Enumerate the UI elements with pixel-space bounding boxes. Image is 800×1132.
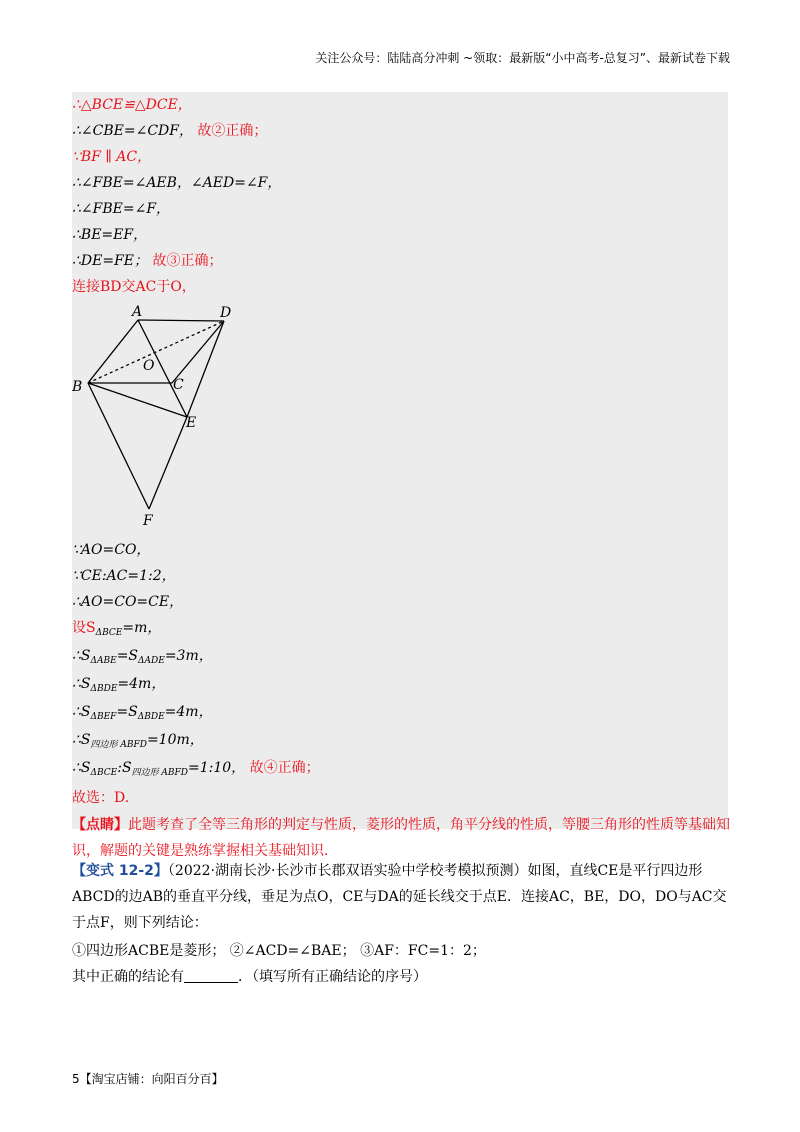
solution-line-11: ∴AO=CO=CE，	[72, 594, 184, 610]
solution-line-7-text: ∴DE=FE；	[72, 253, 149, 269]
label-b: B	[72, 379, 83, 395]
solution-line-15	[72, 702, 213, 727]
solution-line-10: ∵CE:AC=1:2，	[72, 568, 176, 584]
label-d: D	[220, 305, 232, 321]
label-f: F	[143, 513, 153, 529]
area-subscript-2: 四边形 ABFD	[131, 768, 188, 778]
area-value: =10m，	[146, 732, 204, 748]
page-header: 关注公众号：陆陆高分冲刺 ~领取：最新版“小中高考-总复习”、最新试卷下载	[315, 51, 730, 65]
area-subscript: ΔBCE	[90, 768, 118, 778]
area-value: =4m，	[164, 704, 213, 720]
geometry-figure	[72, 300, 252, 532]
area-ratio: :S	[117, 760, 132, 776]
label-o: O	[143, 358, 155, 374]
variant-question	[72, 964, 730, 990]
area-subscript-2: ΔADE	[138, 656, 165, 666]
comment-tag: 【点睛】	[72, 817, 128, 833]
area-prefix: 设S	[72, 620, 96, 636]
page-footer: 5【淘宝店铺：向阳百分百】	[72, 1072, 224, 1086]
label-c: C	[173, 377, 184, 393]
solution-line-4: ∴∠FBE=∠AEB，∠AED=∠F，	[72, 175, 282, 191]
area-subscript: ΔBCE	[95, 628, 123, 638]
solution-line-3: ∵BF ∥ AC，	[72, 149, 152, 165]
area-equals: =S	[116, 648, 139, 664]
area-subscript: ΔBEF	[90, 712, 117, 722]
variant-tag: 【变式 12-2】	[72, 863, 168, 879]
variant-problem	[72, 858, 730, 936]
edge-ab	[88, 320, 138, 383]
area-value: =4m，	[117, 676, 166, 692]
edge-bf	[88, 383, 149, 509]
question-suffix: ．（填写所有正确结论的序号）	[238, 969, 427, 985]
label-e: E	[186, 415, 197, 431]
edge-dc	[172, 321, 224, 383]
answer-line: 故选：D.	[72, 790, 130, 806]
solution-line-14	[72, 674, 165, 699]
solution-line-2-note: 故②正确；	[197, 123, 268, 139]
solution-line-2-text: ∴∠CBE=∠CDF，	[72, 123, 193, 139]
area-subscript: 四边形 ABFD	[90, 740, 147, 750]
solution-line-9: ∵AO=CO，	[72, 542, 151, 558]
solution-line-7	[72, 251, 222, 271]
variant-options: ①四边形ACBE是菱形； ②∠ACD=∠BAE； ③AF：FC=1：2；	[72, 943, 486, 959]
solution-line-16	[72, 730, 204, 755]
solution-line-17	[72, 758, 320, 783]
label-a: A	[132, 304, 143, 320]
question-prefix: 其中正确的结论有	[72, 969, 184, 985]
area-subscript-2: ΔBDE	[137, 712, 165, 722]
area-value: =3m，	[164, 648, 213, 664]
solution-line-5: ∴∠FBE=∠F，	[72, 201, 171, 217]
comment-text: 此题考查了全等三角形的判定与性质，菱形的性质，角平分线的性质，等腰三角形的性质等基础知识，解题的关键是熟练掌握相关基础知识.	[72, 817, 730, 859]
area-prefix: ∴S	[72, 760, 91, 776]
area-prefix: ∴S	[72, 676, 91, 692]
area-value: =1:10，	[188, 760, 246, 776]
comment-block	[72, 812, 730, 864]
answer-blank[interactable]	[184, 968, 238, 983]
solution-line-13	[72, 646, 213, 671]
area-subscript: ΔBDE	[90, 684, 118, 694]
area-prefix: ∴S	[72, 732, 91, 748]
solution-line-17-note: 故④正确；	[249, 760, 320, 776]
edge-ad	[138, 320, 224, 321]
area-value: =m，	[122, 620, 162, 636]
area-prefix: ∴S	[72, 648, 91, 664]
solution-line-8: 连接BD交AC于O，	[72, 279, 196, 295]
solution-line-12	[72, 618, 161, 643]
edge-ef	[149, 417, 187, 509]
variant-text: （2022·湖南长沙·长沙市长郡双语实验中学校考模拟预测）如图，直线CE是平行四边形ABCD的边AB的垂直平分线，垂足为点O，CE与DA的延长线交于点E．连接AC，BE，DO，DO与AC交于点F，则下列结论：	[72, 863, 727, 931]
area-equals: =S	[116, 704, 138, 720]
area-subscript: ΔABE	[90, 656, 117, 666]
area-prefix: ∴S	[72, 704, 91, 720]
solution-line-1: ∴△BCE≌△DCE，	[72, 97, 192, 113]
solution-line-2	[72, 121, 267, 141]
solution-line-7-note: 故③正确；	[152, 253, 223, 269]
solution-line-6: ∴BE=EF，	[72, 227, 148, 243]
